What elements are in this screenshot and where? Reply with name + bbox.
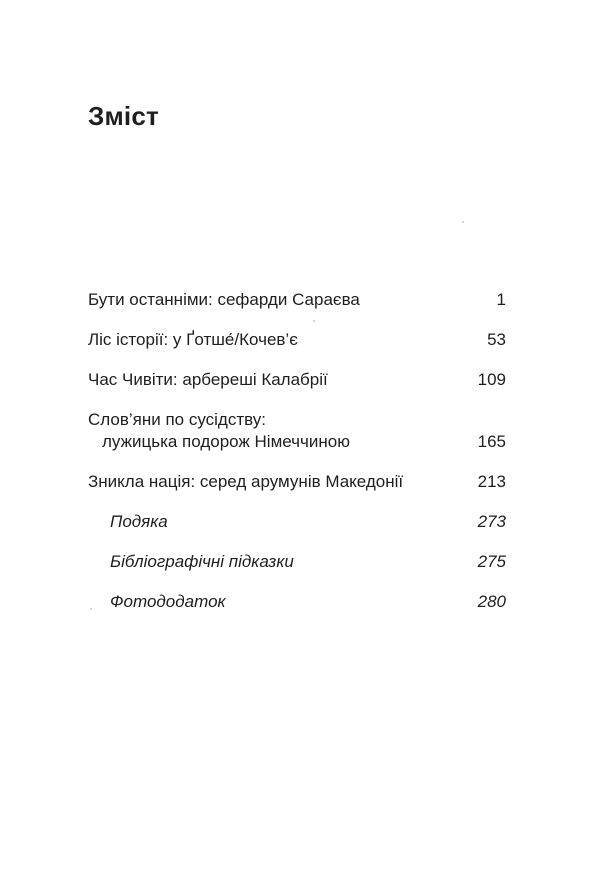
paper-speck [90, 608, 92, 610]
page-title: Зміст [88, 101, 159, 131]
toc-entry [88, 369, 506, 391]
toc-entry-page: 275 [477, 552, 506, 571]
toc-entry-title-line2: лужицька подорож Німеччиною [102, 432, 350, 451]
toc-entry [88, 551, 506, 573]
toc-entry-page: 213 [477, 472, 506, 491]
toc-entry-page: 165 [477, 432, 506, 451]
toc-entry-title: Зникла нація: серед арумунів Македонії [88, 472, 404, 491]
toc-entry [88, 591, 506, 613]
toc-entry [88, 471, 506, 493]
toc-entry-page: 53 [487, 330, 506, 349]
toc-entry [88, 289, 506, 311]
toc-entry-title [88, 409, 506, 453]
paper-speck [462, 221, 464, 223]
toc-entry-title: Бути останніми: сефарди Сараєва [88, 290, 360, 309]
toc-entry-title: Подяка [110, 512, 168, 531]
toc-entry [88, 329, 506, 351]
toc-entry-title: Час Чивіти: арбереші Калабрії [88, 370, 328, 389]
toc-entry-page: 273 [477, 512, 506, 531]
toc-entry [88, 409, 506, 453]
paper-speck [313, 320, 315, 322]
toc-entry [88, 511, 506, 533]
toc-entry-page: 280 [477, 592, 506, 611]
toc-entry-title: Ліс історії: у Ґотше́/Кочев’є [88, 330, 298, 349]
toc-entry-page: 109 [477, 370, 506, 389]
toc-entry-title: Фотододаток [110, 592, 226, 611]
table-of-contents [88, 289, 506, 613]
toc-entry-title-line1: Слов’яни по сусідству: [88, 410, 267, 429]
toc-entry-page: 1 [496, 290, 506, 309]
toc-entry-title: Бібліографічні підказки [110, 552, 294, 571]
